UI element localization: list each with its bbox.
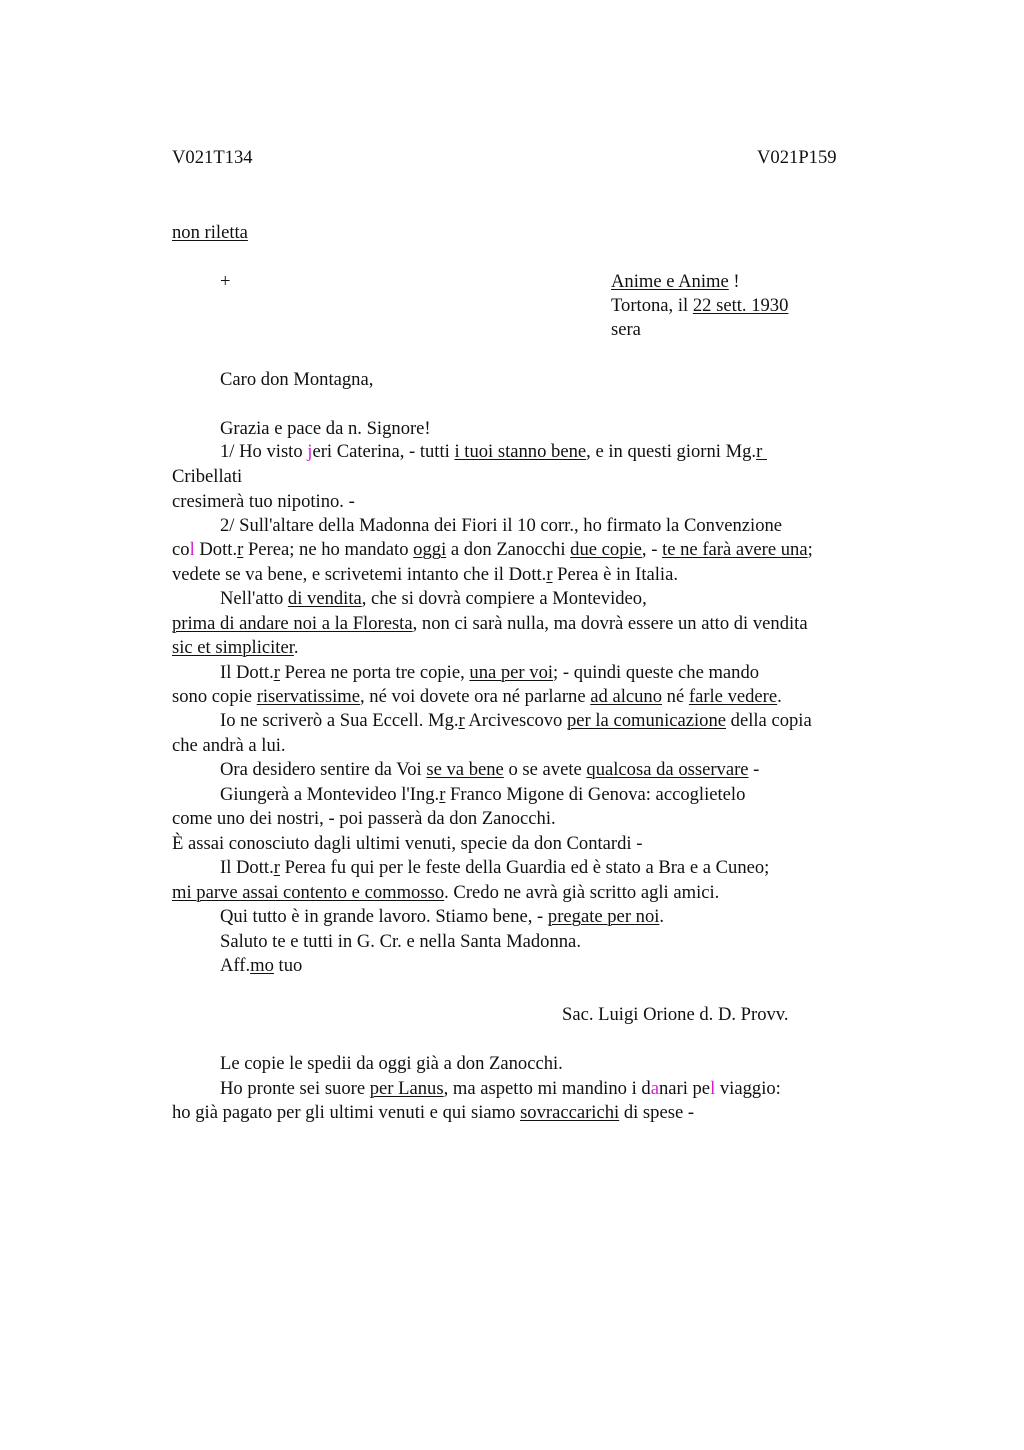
- text-run: nari pe: [658, 1078, 711, 1099]
- body-line: [172, 636, 299, 660]
- superscript-abbrev: r: [273, 662, 280, 683]
- body-line: che andrà a lui.: [172, 735, 286, 756]
- correction-mark: a: [650, 1078, 659, 1099]
- body-line: [220, 587, 647, 611]
- text-run: della copia: [726, 710, 812, 731]
- text-run: , e in questi giorni Mg.: [586, 441, 757, 462]
- body-line: [220, 758, 759, 782]
- unread-note: non riletta: [172, 222, 248, 243]
- superscript-abbrev: r: [237, 539, 244, 560]
- underlined-text: oggi: [413, 539, 447, 560]
- underlined-text: mi parve assai contento e commosso: [172, 882, 445, 903]
- body-line: [220, 709, 812, 733]
- text-run: Nell'atto: [220, 588, 288, 609]
- closing-line: [220, 954, 302, 978]
- text-run: Perea; ne ho mandato: [243, 539, 414, 560]
- correction-mark: l: [710, 1078, 716, 1099]
- salutation: Caro don Montagna,: [220, 369, 374, 390]
- body-line: [172, 881, 719, 905]
- text-run: , non ci sarà nulla, ma dovrà essere un atto di vendita: [412, 613, 808, 634]
- superscript-abbrev: r: [439, 784, 446, 805]
- text-run: Dott.: [194, 539, 238, 560]
- body-line: [220, 440, 767, 464]
- underlined-text: di vendita: [287, 588, 362, 609]
- text-run: né: [662, 686, 689, 707]
- body-line: cresimerà tuo nipotino. -: [172, 491, 355, 512]
- text-run: , che si dovrà compiere a Montevideo,: [361, 588, 647, 609]
- text-run: , ma aspetto mi mandino i d: [443, 1078, 651, 1099]
- text-run: ho già pagato per gli ultimi venuti e qui siamo: [172, 1102, 521, 1123]
- underlined-text: te ne farà avere una: [662, 539, 808, 560]
- body-line: [172, 538, 813, 562]
- superscript-abbrev: r: [273, 857, 280, 878]
- body-line: [220, 783, 745, 807]
- text-run: Io ne scriverò a Sua Eccell. Mg.: [220, 710, 459, 731]
- correction-mark: l: [189, 539, 195, 560]
- text-run: Ho pronte sei suore: [220, 1078, 370, 1099]
- text-run: ;: [807, 539, 813, 560]
- text-run: Il Dott.: [220, 857, 274, 878]
- underlined-text: ad alcuno: [590, 686, 663, 707]
- underlined-text: riservatissime: [256, 686, 360, 707]
- text-run: ; - quindi queste che mando: [553, 662, 760, 683]
- text-run: Aff.: [220, 955, 251, 976]
- text-run: Il Dott.: [220, 662, 274, 683]
- body-line: [172, 563, 678, 587]
- text-run: Perea fu qui per le feste della Guardia ed è stato a Bra e a Cuneo;: [279, 857, 770, 878]
- cross-symbol: +: [220, 271, 231, 292]
- motto-line: [611, 271, 740, 293]
- underlined-text: se va bene: [426, 759, 504, 780]
- underlined-text: prima di andare noi a la Floresta: [172, 613, 413, 634]
- text-run: 1/ Ho visto: [220, 441, 308, 462]
- letter-date: 22 sett. 1930: [692, 295, 789, 316]
- postscript-line: [172, 1101, 694, 1125]
- text-run: Ora desidero sentire da Voi: [220, 759, 427, 780]
- text-run: .: [293, 637, 299, 658]
- text-run: , né voi dovete ora né parlarne: [359, 686, 591, 707]
- postscript-line: [220, 1077, 781, 1101]
- text-run: Perea è in Italia.: [552, 564, 678, 585]
- header-right-code: V021P159: [757, 147, 837, 168]
- text-run: , -: [641, 539, 663, 560]
- signature: Sac. Luigi Orione d. D. Provv.: [562, 1004, 789, 1025]
- superscript-abbrev: mo: [250, 955, 274, 976]
- text-run: .: [659, 906, 665, 927]
- underlined-text: sic et simpliciter: [172, 637, 294, 658]
- motto: Anime e Anime: [611, 271, 729, 292]
- text-run: Perea ne porta tre copie,: [279, 662, 470, 683]
- underlined-text: i tuoi stanno bene: [454, 441, 587, 462]
- greeting: Grazia e pace da n. Signore!: [220, 418, 431, 439]
- body-line: Cribellati: [172, 466, 243, 487]
- body-line: [172, 685, 782, 709]
- text-run: vedete se va bene, e scrivetemi intanto che il Dott.: [172, 564, 547, 585]
- body-line: [220, 856, 769, 880]
- text-run: co: [172, 539, 190, 560]
- text-run: .: [777, 686, 782, 707]
- body-line: 2/ Sull'altare della Madonna dei Fiori il 10 corr., ho firmato la Convenzione: [220, 515, 783, 536]
- body-line: [220, 905, 664, 929]
- text-run: tuo: [273, 955, 303, 976]
- correction-mark: j: [307, 441, 313, 462]
- text-run: viaggio:: [715, 1078, 781, 1099]
- motto-suffix: !: [728, 271, 740, 292]
- underlined-text: una per voi: [469, 662, 554, 683]
- body-line: Saluto te e tutti in G. Cr. e nella Santa Madonna.: [220, 931, 581, 952]
- body-line: [220, 661, 759, 685]
- body-line: [172, 612, 808, 636]
- underlined-text: per Lanus: [369, 1078, 444, 1099]
- superscript-abbrev: r: [546, 564, 553, 585]
- text-run: di spese -: [619, 1102, 695, 1123]
- place-date-line: [611, 295, 788, 317]
- time-of-day: sera: [611, 319, 641, 340]
- body-line: come uno dei nostri, - poi passerà da don Zanocchi.: [172, 808, 556, 829]
- place: Tortona, il: [611, 295, 693, 316]
- text-run: a don Zanocchi: [446, 539, 571, 560]
- underlined-text: sovraccarichi: [520, 1102, 620, 1123]
- underlined-text: per la comunicazione: [567, 710, 727, 731]
- underlined-text: farle vedere: [688, 686, 778, 707]
- text-run: Franco Migone di Genova: accoglietelo: [445, 784, 746, 805]
- text-run: -: [748, 759, 760, 780]
- underlined-text: due copie: [570, 539, 642, 560]
- text-run: Arcivescovo: [464, 710, 567, 731]
- text-run: sono copie: [172, 686, 257, 707]
- text-run: . Credo ne avrà già scritto agli amici.: [444, 882, 720, 903]
- superscript-abbrev: r: [458, 710, 465, 731]
- underlined-text: qualcosa da osservare: [586, 759, 749, 780]
- postscript-line: Le copie le spedii da oggi già a don Zanocchi.: [220, 1053, 563, 1074]
- trailing-underline-space: [762, 441, 767, 462]
- superscript-abbrev: r: [756, 441, 763, 462]
- text-run: o se avete: [503, 759, 587, 780]
- header-left-code: V021T134: [172, 147, 253, 168]
- text-run: Giungerà a Montevideo l'Ing.: [220, 784, 440, 805]
- body-line: È assai conosciuto dagli ultimi venuti, specie da don Contardi -: [172, 833, 643, 854]
- text-run: Qui tutto è in grande lavoro. Stiamo bene, -: [220, 906, 548, 927]
- text-run: eri Caterina, - tutti: [312, 441, 455, 462]
- underlined-text: pregate per noi: [547, 906, 660, 927]
